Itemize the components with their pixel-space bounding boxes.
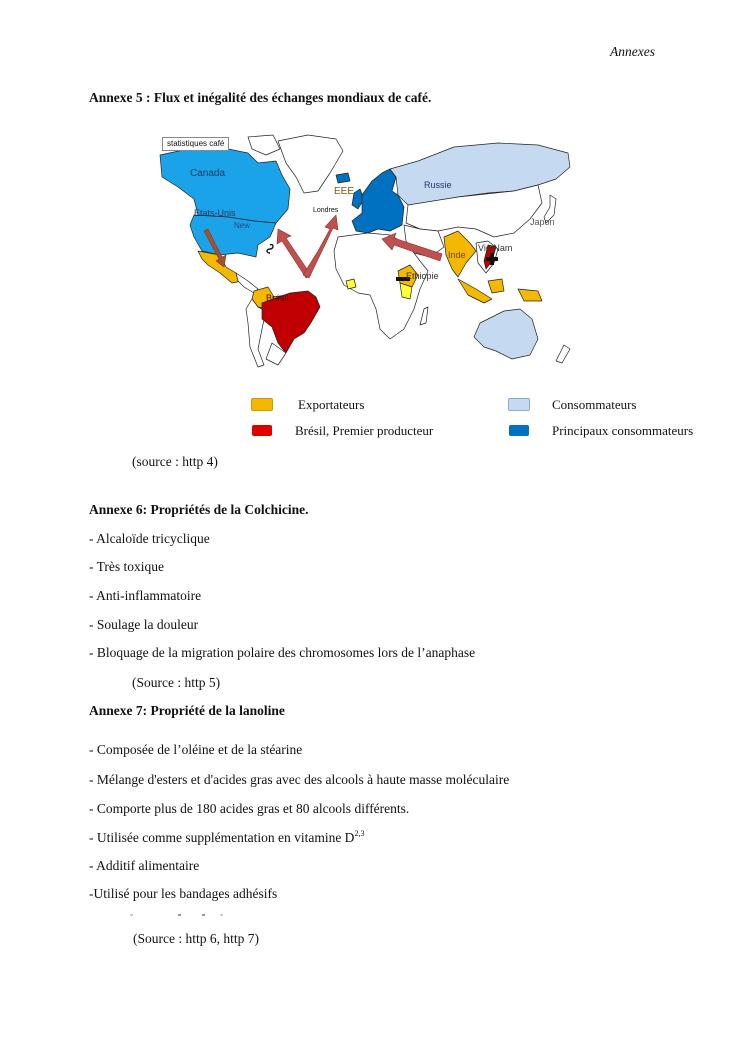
map-label-canada: Canada bbox=[190, 168, 226, 179]
map-label-londres: Londres bbox=[313, 207, 339, 214]
faint-artifact-marks bbox=[130, 914, 290, 918]
running-header: Annexes bbox=[610, 44, 655, 59]
annexe7-item: - Mélange d'esters et d'acides gras avec des alcools à haute masse moléculaire bbox=[89, 772, 510, 787]
annexe7-item: - Comporte plus de 180 acides gras et 80 alcools différents. bbox=[89, 801, 410, 816]
legend-swatch-bresil bbox=[252, 425, 272, 436]
legend-label-exportateurs: Exportateurs bbox=[298, 397, 365, 412]
map-label-bresil: Brésil bbox=[266, 293, 289, 303]
annexe7-item: - Additif alimentaire bbox=[89, 858, 200, 873]
annexe7-item-vitamin bbox=[89, 829, 364, 846]
legend-label-principaux: Principaux consommateurs bbox=[552, 423, 694, 438]
legend-label-bresil: Brésil, Premier producteur bbox=[295, 423, 434, 438]
map-label-vietnam: VietNam bbox=[478, 243, 513, 253]
annexe6-item: - Très toxique bbox=[89, 559, 165, 574]
annexe6-item: - Anti-inflammatoire bbox=[89, 588, 202, 603]
map-label-russie: Russie bbox=[424, 180, 452, 190]
annexe6-item: - Soulage la douleur bbox=[89, 617, 199, 632]
legend-swatch-principaux bbox=[509, 425, 529, 436]
annexe7-item: -Utilisé pour les bandages adhésifs bbox=[89, 886, 278, 901]
map-label-eee: EEE bbox=[334, 186, 355, 197]
annexe6-source: (Source : http 5) bbox=[132, 675, 221, 690]
legend-swatch-consommateurs bbox=[508, 398, 530, 411]
map-label-ethiopie: Ethiopie bbox=[406, 271, 439, 281]
map-stats-label: statistiques café bbox=[162, 137, 229, 151]
annexe7-item: - Composée de l’oléine et de la stéarine bbox=[89, 742, 303, 757]
annexe6-item: - Bloquage de la migration polaire des chromosomes lors de l’anaphase bbox=[89, 645, 476, 660]
annexe5-title: Annexe 5 : Flux et inégalité des échanges mondiaux de café. bbox=[89, 90, 432, 105]
annexe6-title: Annexe 6: Propriétés de la Colchicine. bbox=[89, 502, 309, 517]
map-label-inde: Inde bbox=[448, 250, 466, 260]
annexe7-vitamin-superscript: 2,3 bbox=[354, 829, 365, 838]
legend-swatch-exportateurs bbox=[251, 398, 273, 411]
map-label-usa: Etats-Unis bbox=[194, 208, 236, 218]
map-label-newyork: New bbox=[234, 221, 251, 230]
annexe5-source: (source : http 4) bbox=[132, 454, 218, 469]
annexe6-item: - Alcaloïde tricyclique bbox=[89, 531, 210, 546]
map-label-japon: Japon bbox=[530, 217, 555, 227]
world-coffee-map bbox=[158, 133, 588, 369]
annexe7-source: (Source : http 6, http 7) bbox=[133, 931, 259, 946]
legend-label-consommateurs: Consommateurs bbox=[552, 397, 637, 412]
annexe7-title: Annexe 7: Propriété de la lanoline bbox=[89, 703, 285, 718]
annexe7-item: - Utilisée comme supplémentation en vitamine D bbox=[89, 830, 355, 845]
